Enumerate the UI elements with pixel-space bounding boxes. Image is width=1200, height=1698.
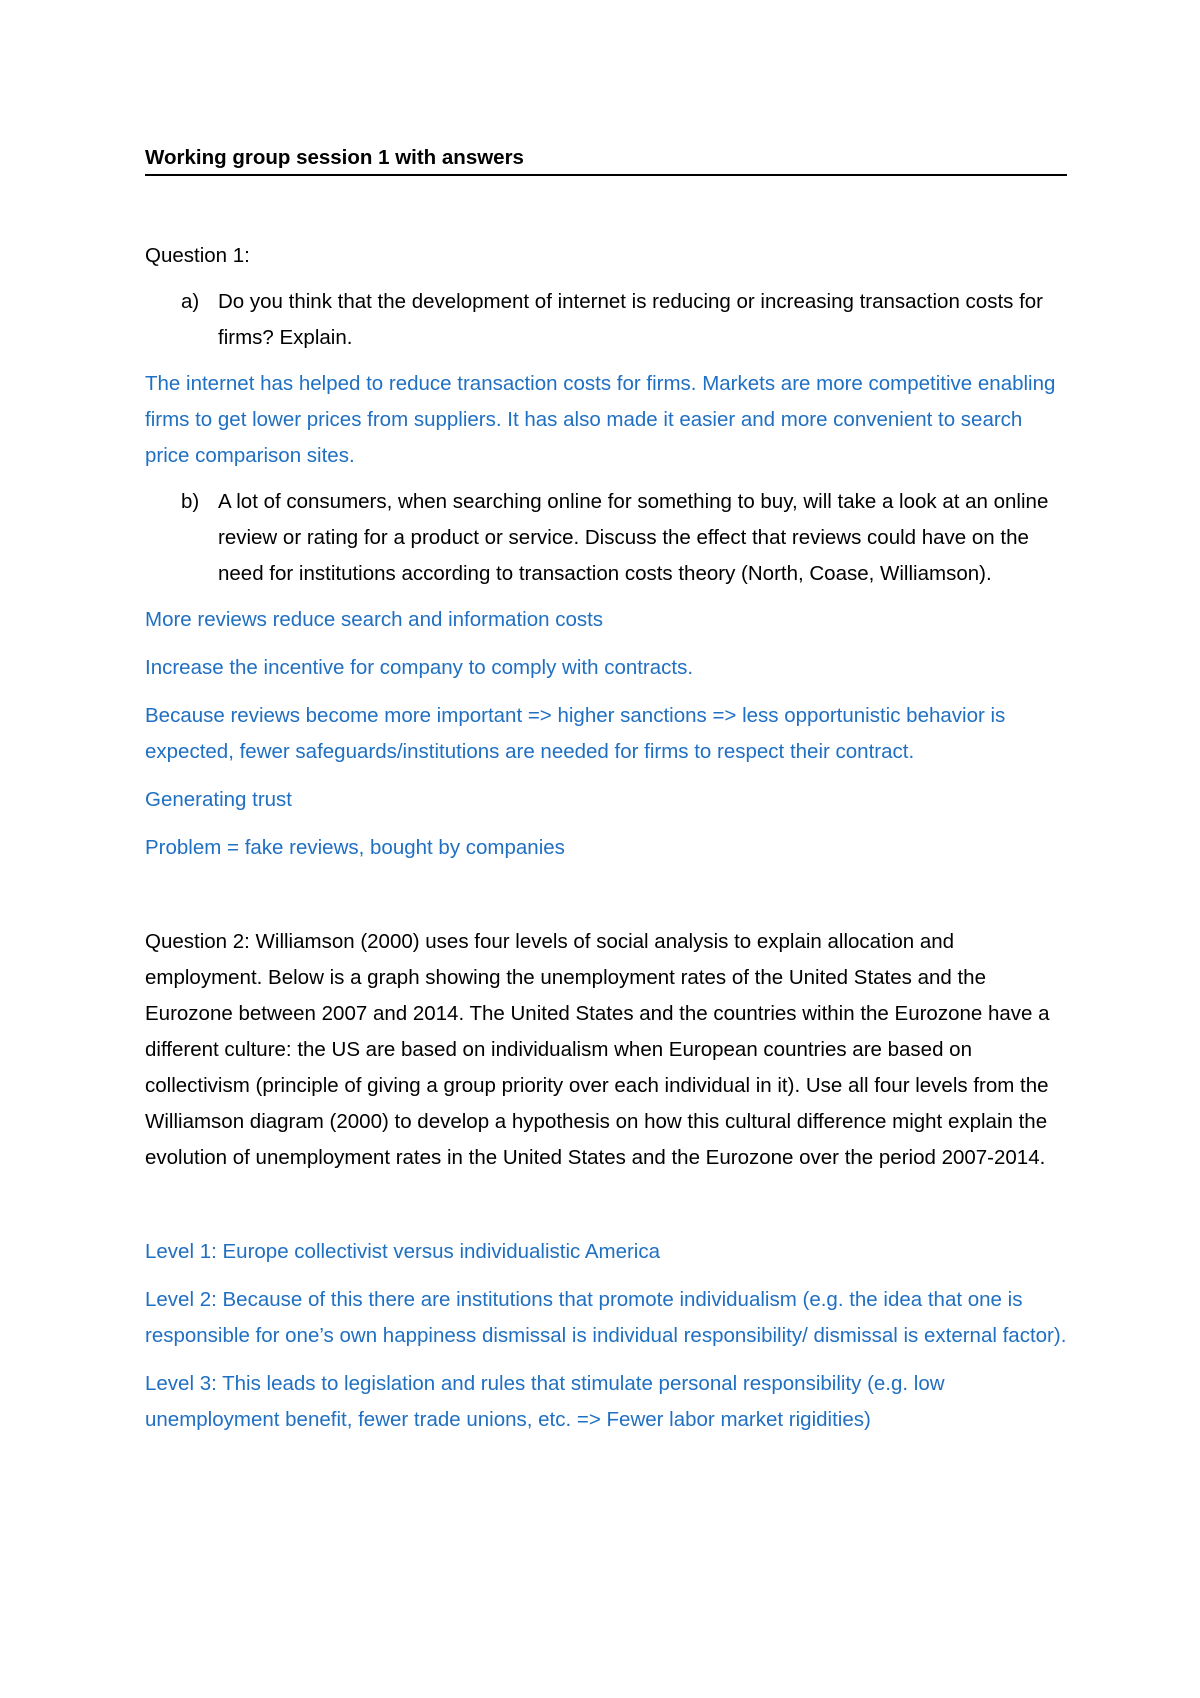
question-1b xyxy=(145,484,1067,592)
question-1b-marker: b) xyxy=(181,490,200,513)
answer-1b-line-5: Problem = fake reviews, bought by companies xyxy=(145,836,565,859)
answer-1b-line-3: Because reviews become more important => higher sanctions => less opportunistic behavior is expected, fewer safeguards/institutions are needed for firms to respect their contract. xyxy=(145,704,1006,763)
document-title: Working group session 1 with answers xyxy=(145,144,1067,176)
question-1a-text: Do you think that the development of internet is reducing or increasing transaction costs for firms? Explain. xyxy=(218,290,1044,349)
answer-1b-line-2: Increase the incentive for company to comply with contracts. xyxy=(145,656,694,679)
question-1b-text: A lot of consumers, when searching online for something to buy, will take a look at an online review or rating for a product or service. Discuss the effect that reviews could have on the need for institutions according to transaction costs theory (North, Coase, Williamson). xyxy=(218,490,1049,585)
answer-2-level-1: Level 1: Europe collectivist versus individualistic America xyxy=(145,1240,661,1263)
document-content xyxy=(145,144,1067,1438)
answer-1b-line-1: More reviews reduce search and information costs xyxy=(145,608,604,631)
question-1-heading: Question 1: xyxy=(145,244,250,267)
answer-1a: The internet has helped to reduce transaction costs for firms. Markets are more competitive enabling firms to get lower prices from suppliers. It has also made it easier and more convenient to search price comparison sites. xyxy=(145,372,1056,467)
answer-1b-line-4: Generating trust xyxy=(145,788,292,811)
answer-2-level-3: Level 3: This leads to legislation and rules that stimulate personal responsibility (e.g. low unemployment benefit, fewer trade unions, etc. => Fewer labor market rigidities) xyxy=(145,1372,945,1431)
question-1a-marker: a) xyxy=(181,290,200,313)
question-1a xyxy=(145,284,1067,356)
answer-2-level-2: Level 2: Because of this there are institutions that promote individualism (e.g. the idea that one is responsible for one’s own happiness dismissal is individual responsibility/ dismissal is external factor). xyxy=(145,1288,1067,1347)
question-2-text: Question 2: Williamson (2000) uses four levels of social analysis to explain allocation and employment. Below is a graph showing the unemployment rates of the United States and the Eurozone between 2007 and 2014. The United States and the countries within the Eurozone have a different culture: the US are based on individualism when European countries are based on collectivism (principle of giving a group priority over each individual in it). Use all four levels from the Williamson diagram (2000) to develop a hypothesis on how this cultural difference might explain the evolution of unemployment rates in the United States and the Eurozone over the period 2007-2014. xyxy=(145,930,1050,1169)
